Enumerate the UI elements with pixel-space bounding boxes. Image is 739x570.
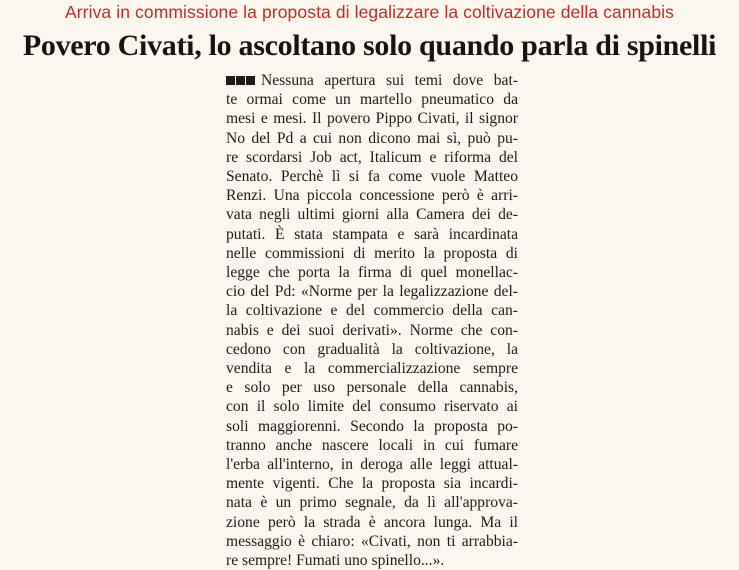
article-line: re scordarsi Job act, Italicum e riforma del — [226, 148, 518, 166]
article-line: cio del Pd: «Norme per la legalizzazione del- — [226, 283, 518, 301]
article-line: Renzi. Una piccola concessione però è arri- — [226, 187, 518, 205]
article-line: soli maggiorenni. Secondo la proposta po- — [226, 417, 518, 435]
article-line: l'erba all'interno, in deroga alle leggi attual- — [226, 456, 518, 474]
kicker: Arriva in commissione la proposta di legalizzare la coltivazione della cannabis — [64, 2, 675, 22]
article-line: No del Pd a cui non dicono mai sì, può pu- — [226, 129, 518, 147]
section-marks-icon — [226, 71, 256, 90]
article-line: legge che porta la firma di quel monellac- — [226, 264, 518, 282]
article-line: con il solo limite del consumo riservato ai — [226, 398, 518, 416]
article-line: nata è un primo segnale, da lì all'approva- — [226, 494, 518, 512]
article-line: tranno anche nascere locali in cui fumare — [226, 436, 518, 454]
article-line: la coltivazione e del commercio della can- — [226, 302, 518, 320]
article-line: zione però la strada è ancora lunga. Ma il — [226, 513, 518, 531]
headline: Povero Civati, lo ascoltano solo quando parla di spinelli — [22, 29, 717, 62]
article-line: Nessuna apertura sui temi dove bat- — [226, 71, 518, 90]
article-line: Senato. Perchè lì si fa come vuole Matteo — [226, 168, 518, 186]
article-line: vata negli ultimi giorni alla Camera dei de- — [226, 206, 518, 224]
article-line: re sempre! Fumati uno spinello...». — [226, 552, 445, 570]
article-body — [226, 71, 518, 570]
article-line: cedono con gradualità la coltivazione, la — [226, 340, 518, 358]
article-line: mesi e mesi. Il povero Pippo Civati, il signor — [226, 110, 518, 128]
article-line: messaggio è chiaro: «Civati, non ti arrabbia- — [226, 532, 518, 550]
article-line: vendita e la commercializzazione sempre — [226, 360, 518, 378]
article-line: te ormai come un martello pneumatico da — [226, 91, 518, 109]
article-line: mente vigenti. Che la proposta sia incardi- — [226, 475, 518, 493]
article-line: nabis e dei suoi derivati». Norme che con- — [226, 321, 518, 339]
article-line: e solo per uso personale della cannabis, — [226, 379, 518, 397]
article-line: putati. È stata stampata e sarà incardinata — [226, 225, 518, 243]
article-line: nelle commissioni di merito la proposta di — [226, 244, 518, 262]
